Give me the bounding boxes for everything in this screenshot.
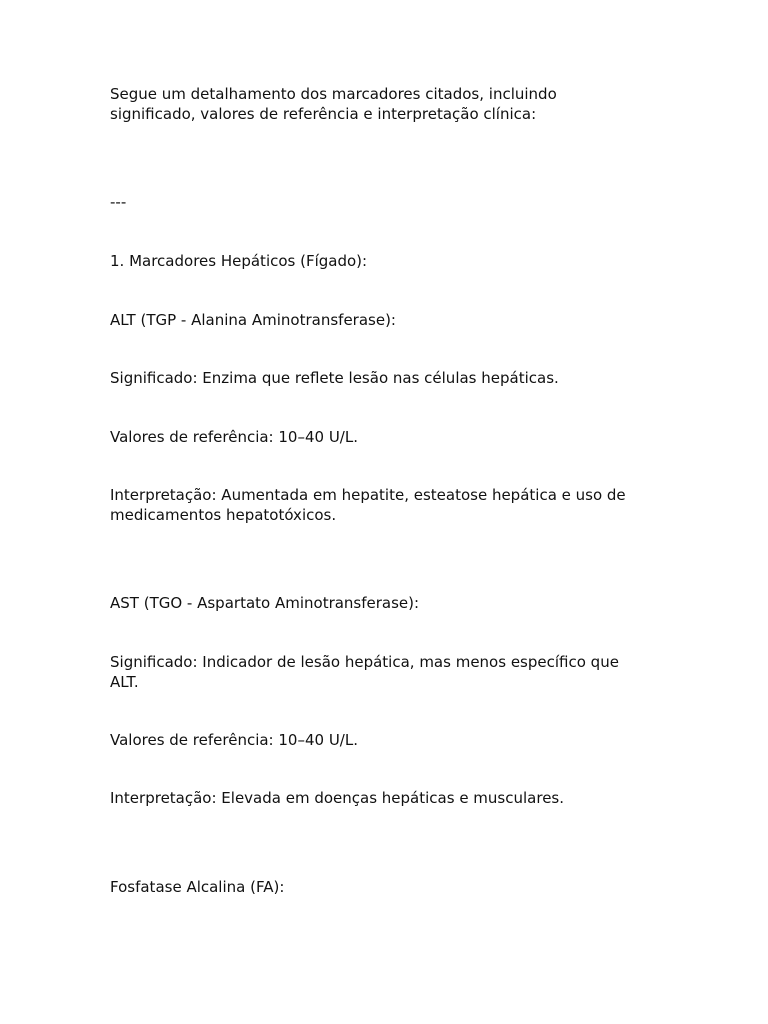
alt-significado: Significado: Enzima que reflete lesão nas células hepáticas. [110,369,559,387]
ast-interpretacao: Interpretação: Elevada em doenças hepáticas e musculares. [110,789,565,807]
alt-title: ALT (TGP - Alanina Aminotransferase): [110,311,396,329]
ast-title: AST (TGO - Aspartato Aminotransferase): [110,594,420,612]
ast-significado: Significado: Indicador de lesão hepática, mas menos específico que ALT. [110,653,619,691]
ast-valores: Valores de referência: 10–40 U/L. [110,731,358,749]
alt-valores: Valores de referência: 10–40 U/L. [110,428,358,446]
alt-interpretacao: Interpretação: Aumentada em hepatite, esteatose hepática e uso de medicamentos hepatotóxicos. [110,486,626,524]
separator: --- [110,193,127,211]
section-heading-hepaticos: 1. Marcadores Hepáticos (Fígado): [110,252,368,270]
intro-paragraph: Segue um detalhamento dos marcadores citados, incluindo significado, valores de referência e interpretação clínica: [110,85,557,123]
fa-title: Fosfatase Alcalina (FA): [110,878,285,896]
